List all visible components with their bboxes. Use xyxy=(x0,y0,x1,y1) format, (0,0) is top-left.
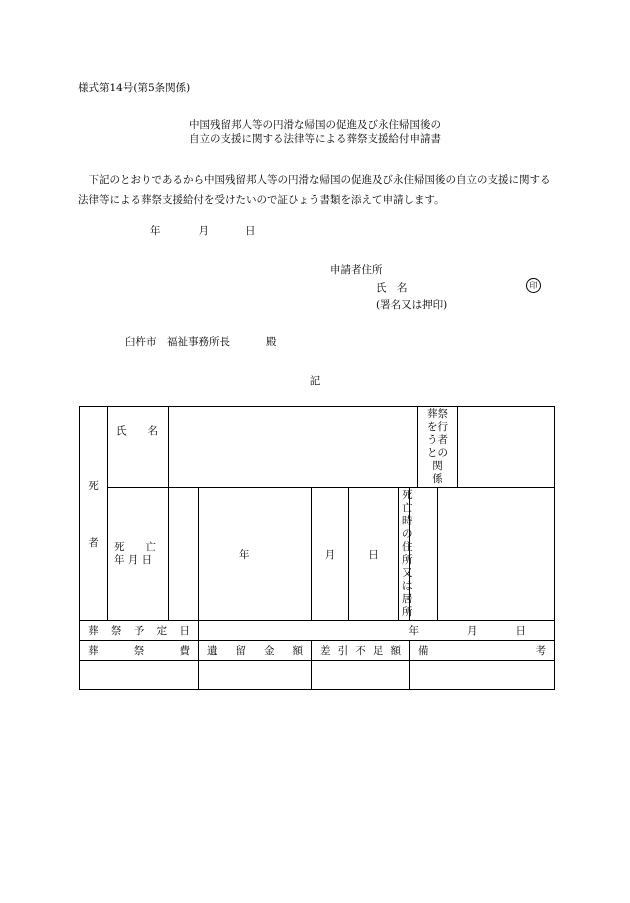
deceased-label-cell xyxy=(80,407,108,621)
remarks-field[interactable] xyxy=(410,661,555,690)
recipient-office: 臼杵市 福祉事務所長 xyxy=(125,336,230,348)
application-date xyxy=(150,223,256,238)
shortfall-amount-field[interactable] xyxy=(312,661,410,690)
signature-note: (署名又は押印) xyxy=(376,299,448,311)
funeral-date-year: 年 xyxy=(408,625,419,637)
funeral-cost-field[interactable] xyxy=(80,661,199,690)
relation-label: 葬祭を行う者との関 係 xyxy=(418,407,458,488)
funeral-date-char: 葬 xyxy=(88,625,99,637)
header-char: 費 xyxy=(179,645,190,657)
funeral-date-month: 月 xyxy=(467,625,478,637)
death-date-label: 死 亡年 月 日 xyxy=(108,488,169,621)
funeral-date-char: 祭 xyxy=(110,625,122,637)
death-address-label: 死亡時の住所又は居 所 xyxy=(399,488,410,621)
header-char: 遺 xyxy=(207,645,218,657)
funeral-aid-table xyxy=(79,406,555,690)
name-field[interactable] xyxy=(169,407,418,488)
recipient xyxy=(125,334,277,349)
header-char: 不 xyxy=(355,645,366,657)
date-month-label: 月 xyxy=(198,225,209,237)
header-char: 留 xyxy=(235,645,246,657)
header-char: 足 xyxy=(372,645,384,657)
deceased-label-bottom: 者 xyxy=(88,536,99,549)
form-number: 様式第14号(第5条関係) xyxy=(78,82,191,94)
date-year-label: 年 xyxy=(150,225,161,237)
death-date-month: 月 xyxy=(312,488,349,621)
death-date-year-blank[interactable] xyxy=(169,488,199,621)
funeral-date-char: 予 xyxy=(133,625,145,637)
header-char: 金 xyxy=(264,645,275,657)
form-title-line1: 中国残留邦人等の円滑な帰国の促進及び永住帰国後の xyxy=(189,119,441,131)
header-char: 葬 xyxy=(88,645,99,657)
relation-field[interactable] xyxy=(458,407,555,488)
death-date-year: 年 xyxy=(199,488,312,621)
death-date-day: 日 xyxy=(349,488,399,621)
header-shortfall-amount xyxy=(312,641,410,661)
funeral-date-char: 日 xyxy=(179,625,190,637)
deceased-label-top: 死 xyxy=(88,479,99,492)
header-char: 祭 xyxy=(133,645,145,657)
funeral-date-label xyxy=(80,621,199,641)
header-funeral-cost xyxy=(80,641,199,661)
death-address-field-2[interactable] xyxy=(438,488,555,621)
header-estate-amount xyxy=(199,641,312,661)
header-char: 備 xyxy=(418,645,429,657)
recipient-honorific: 殿 xyxy=(266,336,277,348)
application-statement: 下記のとおりであるから中国残留邦人等の円滑な帰国の促進及び永住帰国後の自立の支援に関する法律等による葬祭支援給付を受けたいので証ひょう書類を添えて申請します。 xyxy=(78,174,551,206)
funeral-date-char: 定 xyxy=(156,625,168,637)
applicant-address-label: 申請者住所 xyxy=(330,264,383,276)
date-day-label: 日 xyxy=(245,225,256,237)
name-label: 氏 名 xyxy=(108,407,169,488)
header-char: 差 xyxy=(320,645,331,657)
funeral-date-day: 日 xyxy=(515,625,526,637)
header-remarks xyxy=(410,641,555,661)
form-title-line2: 自立の支援に関する法律等による葬祭支援給付申請書 xyxy=(189,133,441,145)
applicant-name-label: 氏 名 xyxy=(376,282,408,294)
estate-amount-field[interactable] xyxy=(199,661,312,690)
header-char: 考 xyxy=(535,645,546,657)
header-char: 額 xyxy=(292,645,303,657)
ki-heading: 記 xyxy=(309,375,321,387)
funeral-date-field[interactable] xyxy=(199,621,555,641)
header-char: 額 xyxy=(390,645,401,657)
header-char: 引 xyxy=(337,645,349,657)
seal-mark-icon: 印 xyxy=(526,278,541,293)
